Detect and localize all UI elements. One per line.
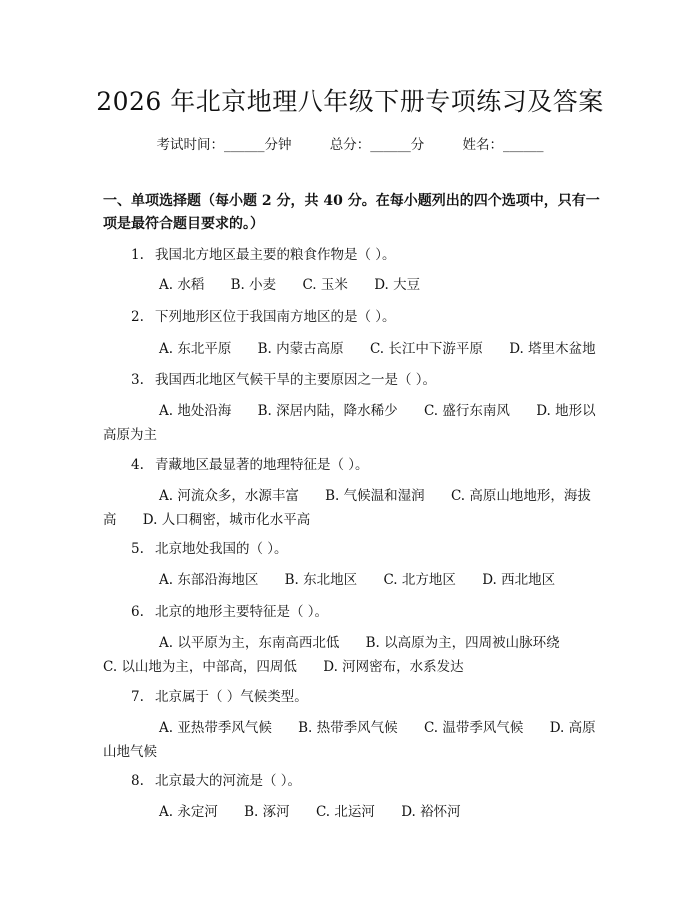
question-stem: 北京属于（ ）气候类型。: [155, 689, 308, 705]
question-4: [103, 453, 603, 477]
page-title: 2026 年北京地理八年级下册专项练习及答案: [96, 87, 604, 116]
option-b: B. 小麦: [230, 277, 277, 293]
option-b: B. 深居内陆，降水稀少: [257, 403, 398, 419]
exam-time-field: 考试时间：______分钟: [156, 137, 292, 153]
option-d: D. 人口稠密，城市化水平高: [142, 512, 311, 528]
total-score-field: 总分：______分: [329, 137, 425, 153]
question-stem: 下列地形区位于我国南方地区的是（ ）。: [155, 309, 396, 325]
question-number: 1.: [131, 247, 144, 263]
option-a: A. 水稻: [159, 277, 205, 293]
question-2: [103, 305, 603, 329]
option-b: B. 涿河: [244, 804, 290, 820]
section-heading: 一、单项选择题（每小题 2 分，共 40 分。在每小题列出的四个选项中，只有一项是最符合题目要求的。）: [103, 193, 600, 232]
option-b: B. 以高原为主，四周被山脉环绕: [365, 635, 560, 651]
option-c: C. 北运河: [315, 804, 375, 820]
question-6: [103, 600, 603, 624]
question-8-options: [103, 800, 599, 824]
option-d: D. 地形以高原为主: [103, 403, 596, 443]
exam-meta: [0, 133, 700, 153]
option-a: A. 永定河: [159, 804, 218, 820]
option-c: C. 玉米: [302, 277, 348, 293]
question-number: 7.: [131, 689, 144, 705]
question-number: 6.: [131, 604, 144, 620]
option-b: B. 东北地区: [284, 572, 358, 588]
option-c: C. 温带季风气候: [423, 720, 524, 736]
question-number: 4.: [131, 457, 144, 473]
question-1: [103, 243, 603, 267]
option-d: D. 裕怀河: [401, 804, 461, 820]
option-a: A. 地处沿海: [159, 403, 232, 419]
question-7: [103, 685, 603, 709]
question-1-options: [103, 273, 599, 297]
question-2-options: [103, 337, 599, 361]
option-d: D. 高原山地气候: [103, 720, 596, 760]
option-d: D. 河网密布，水系发达: [323, 659, 464, 675]
question-6-options: [103, 631, 599, 679]
question-number: 8.: [131, 773, 144, 789]
option-b: B. 气候温和湿润: [325, 488, 425, 504]
question-5-options: [103, 568, 599, 592]
question-stem: 北京最大的河流是（ ）。: [155, 773, 302, 789]
question-stem: 北京的地形主要特征是（ ）。: [155, 604, 329, 620]
option-b: B. 热带季风气候: [298, 720, 398, 736]
option-d: D. 大豆: [374, 277, 421, 293]
question-number: 5.: [131, 541, 144, 557]
option-d: D. 西北地区: [482, 572, 556, 588]
option-c: C. 盛行东南风: [423, 403, 510, 419]
option-a: A. 东部沿海地区: [159, 572, 259, 588]
question-8: [103, 769, 603, 793]
question-stem: 青藏地区最显著的地理特征是（ ）。: [155, 457, 369, 473]
question-stem: 北京地处我国的（ ）。: [155, 541, 288, 557]
question-4-options: [103, 484, 599, 532]
question-stem: 我国西北地区气候干旱的主要原因之一是（ ）。: [155, 372, 437, 388]
question-stem: 我国北方地区最主要的粮食作物是（ ）。: [155, 247, 396, 263]
question-5: [103, 537, 603, 561]
student-name-field: 姓名：______: [462, 137, 544, 153]
option-a: A. 亚热带季风气候: [159, 720, 272, 736]
option-a: A. 河流众多，水源丰富: [159, 488, 299, 504]
option-b: B. 内蒙古高原: [257, 341, 344, 357]
option-c: C. 北方地区: [383, 572, 456, 588]
question-3-options: [103, 399, 599, 447]
option-c: C. 高原山地地形，海拔高: [103, 488, 591, 528]
question-number: 2.: [131, 309, 144, 325]
question-3: [103, 368, 603, 392]
option-c: C. 长江中下游平原: [369, 341, 483, 357]
option-c: C. 以山地为主，中部高，四周低: [103, 659, 297, 675]
question-number: 3.: [131, 372, 144, 388]
option-a: A. 以平原为主，东南高西北低: [159, 635, 340, 651]
question-7-options: [103, 716, 599, 764]
option-a: A. 东北平原: [159, 341, 232, 357]
option-d: D. 塔里木盆地: [509, 341, 596, 357]
